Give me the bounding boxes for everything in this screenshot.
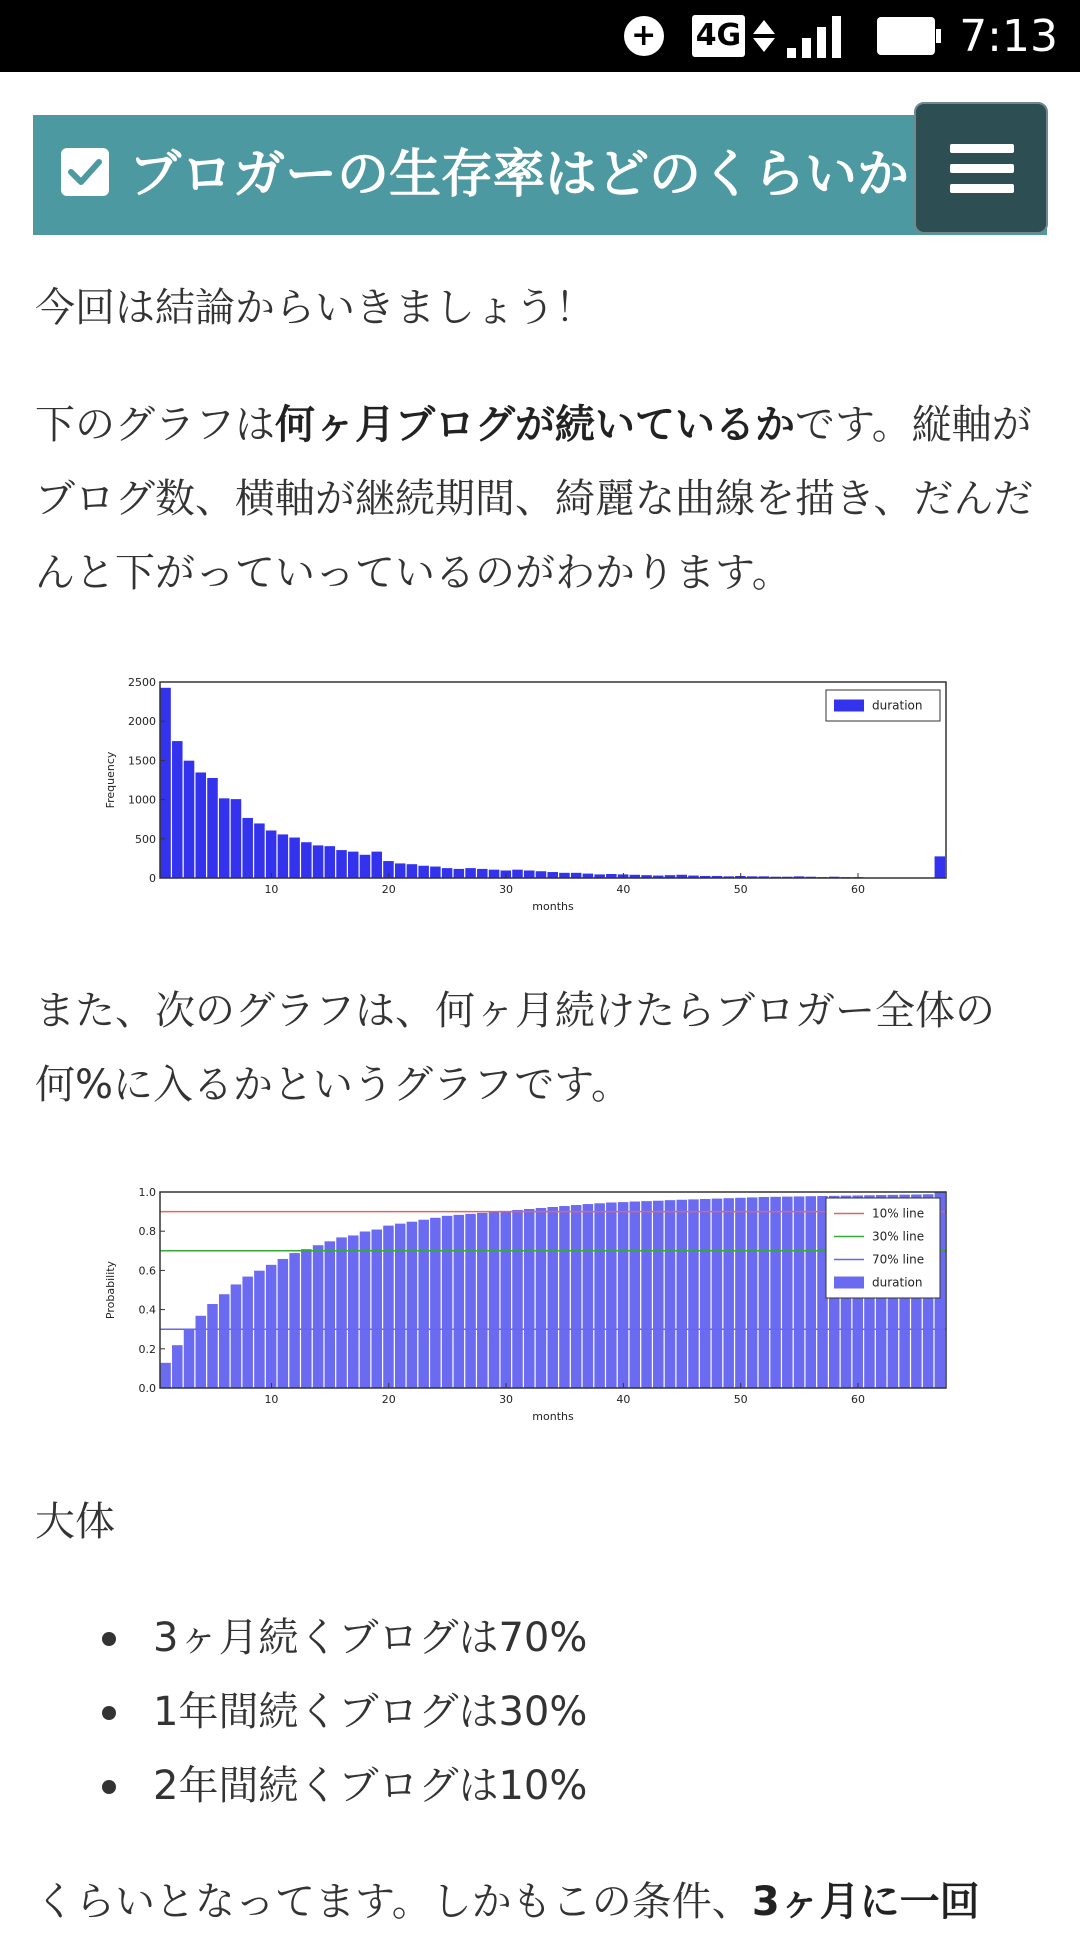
bar [395,1223,406,1388]
bar [430,866,441,878]
bar [559,1206,570,1388]
bar [688,1199,699,1388]
bar [395,863,406,878]
bar [559,873,570,878]
x-tick-label: 20 [381,883,396,896]
bar [664,1200,675,1388]
x-tick-label: 40 [616,883,631,896]
network-type-icon: 4G [692,15,746,57]
bar [266,830,277,878]
bar [747,1197,758,1388]
legend-label: 30% line [872,1229,925,1244]
bar [324,846,335,878]
probability-chart [100,1178,960,1428]
data-saver-icon [624,16,664,56]
battery-icon [877,17,935,55]
status-bar [0,0,1080,72]
bar [313,845,324,878]
y-tick-label: 0.8 [138,1225,156,1239]
bar [758,1197,769,1388]
bar [477,1213,488,1388]
bar [289,837,300,878]
legend-label: duration [872,698,923,713]
bar [277,1259,288,1388]
bar [207,1304,218,1388]
list-item: 1年間続くブログは30% [35,1675,1045,1749]
bar [348,851,359,878]
bar [618,1202,629,1388]
x-tick-label: 20 [381,1393,396,1406]
y-tick-label: 0.0 [138,1382,156,1395]
bar [383,1225,394,1388]
bar [359,1231,370,1388]
bar [324,1241,335,1388]
bar [418,1219,429,1388]
bar [406,1221,417,1388]
bar [230,1284,241,1388]
x-axis-label: months [532,1410,574,1423]
bar [172,741,183,878]
legend-swatch [834,700,864,712]
status-time: 7:13 [959,10,1058,62]
bar [442,868,453,878]
bar [535,1208,546,1388]
survival-list [35,1601,1045,1823]
y-axis-label: Probability [104,1260,117,1320]
page-title: ブロガーの生存率はどのくらいか [129,145,910,205]
bar [488,1212,499,1388]
bar [524,1209,535,1388]
histogram-svg [100,668,960,918]
bar [512,869,523,878]
bar [488,869,499,878]
bar [219,798,230,878]
conclusion-paragraph: くらいとなってます。しかもこの条件、3ヶ月に一回 [35,1879,980,1925]
bar [266,1265,277,1388]
bar [700,1199,711,1388]
bar [183,1329,194,1388]
bar [641,1201,652,1388]
y-tick-label: 1500 [128,754,156,768]
bar [183,760,194,878]
list-item: 2年間続くブログは10% [35,1749,1045,1823]
y-tick-label: 0.4 [138,1303,156,1317]
bar [453,1215,464,1388]
menu-button[interactable] [914,102,1048,234]
y-tick-label: 0.6 [138,1264,156,1278]
legend-label: 70% line [872,1252,925,1267]
emphasis-text: 何ヶ月ブログが続いているか [275,402,795,448]
bar [406,864,417,878]
probability-svg [100,1178,960,1428]
bar [442,1216,453,1388]
bar [547,872,558,878]
bar [359,854,370,878]
x-tick-label: 30 [499,1393,514,1406]
bar [582,1204,593,1388]
bar [512,1210,523,1388]
bar [289,1253,300,1388]
bar [371,851,382,878]
emphasis-text: 3ヶ月に一回 [751,1879,980,1925]
histogram-description: 下のグラフは何ヶ月ブログが続いているかです。縦軸がブログ数、横軸が継続期間、綺麗な曲線を描き、だんだんと下がっていっているのがわかります。 [35,402,1034,596]
y-axis-label: Frequency [104,751,117,809]
status-icons [624,0,1058,72]
y-tick-label: 0 [149,872,156,885]
x-tick-label: 40 [616,1393,631,1406]
summary-intro: 大体 [35,1499,115,1545]
bar [793,1196,804,1388]
bar [465,1214,476,1388]
checkbox-icon [61,148,109,196]
bar [207,778,218,878]
bar [653,1200,664,1388]
bar [336,850,347,878]
legend-label: duration [872,1275,923,1290]
legend-swatch [834,1277,864,1289]
cdf-description: また、次のグラフは、何ヶ月続けたらブロガー全体の何%に入るかというグラフです。 [35,988,995,1108]
y-tick-label: 500 [135,832,156,846]
bar [676,1199,687,1388]
x-tick-label: 50 [733,1393,748,1406]
article-title-bar [33,115,1047,235]
x-tick-label: 30 [499,883,514,896]
bar [535,871,546,878]
bar [418,865,429,878]
bar [242,818,253,878]
intro-paragraph: 今回は結論からいきましょう！ [35,285,595,331]
y-tick-label: 2500 [128,676,156,689]
bar [770,1197,781,1388]
bar [230,799,241,878]
bar [254,823,265,878]
bar [301,1249,312,1388]
bar [160,1363,171,1388]
bar [524,870,535,878]
x-tick-label: 60 [851,883,866,896]
bar [571,1205,582,1388]
bar [453,869,464,878]
bar [735,1197,746,1388]
bar [219,1294,230,1388]
x-axis-label: months [532,900,574,913]
bar [371,1229,382,1388]
bar [571,873,582,878]
legend-label: 10% line [872,1206,925,1221]
bar [500,1211,511,1388]
x-tick-label: 10 [264,883,279,896]
bar [301,842,312,878]
histogram-chart [100,668,960,918]
signal-icon [787,14,841,58]
y-tick-label: 1.0 [138,1186,156,1199]
hamburger-menu-icon [950,144,1014,153]
y-tick-label: 2000 [128,715,156,729]
bar [547,1207,558,1388]
bar [594,1203,605,1388]
bar [477,869,488,878]
bar [805,1196,816,1388]
bar [242,1276,253,1388]
x-tick-label: 60 [851,1393,866,1406]
bar [277,834,288,878]
bar [195,772,206,878]
x-tick-label: 50 [733,883,748,896]
data-arrows-icon [753,20,775,52]
bar [336,1237,347,1388]
bar [160,687,171,878]
bar [606,1202,617,1388]
bar [629,1201,640,1388]
x-tick-label: 10 [264,1393,279,1406]
bar [313,1245,324,1388]
y-tick-label: 1000 [128,793,156,807]
bar [465,868,476,878]
y-tick-label: 0.2 [138,1342,156,1356]
bar [934,856,945,878]
bar [195,1315,206,1388]
bar [172,1345,183,1388]
bar [348,1235,359,1388]
bar [782,1196,793,1388]
bar [711,1198,722,1388]
list-item: 3ヶ月続くブログは70% [35,1601,1045,1675]
bar [430,1217,441,1388]
bar [723,1198,734,1388]
